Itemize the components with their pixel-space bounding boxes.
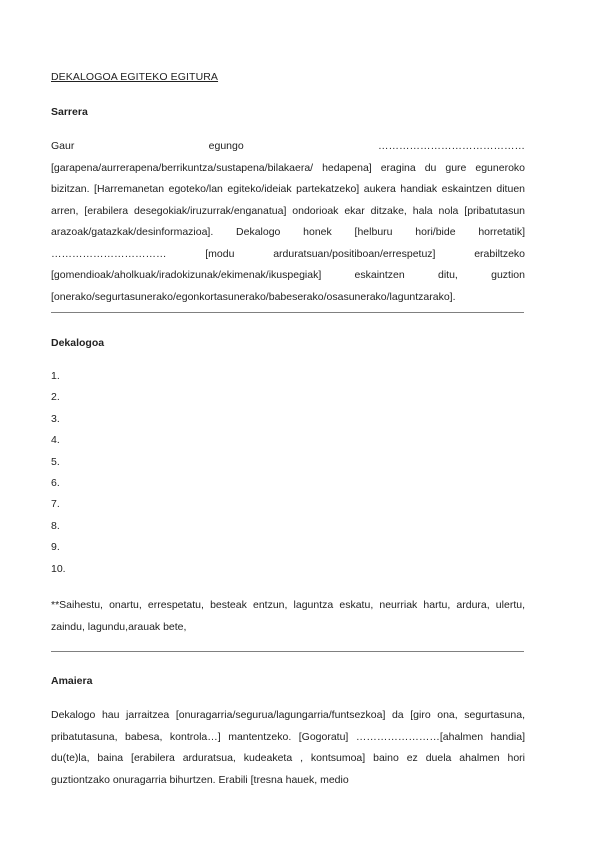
decalogue-note: **Saihestu, onartu, errespetatu, besteak entzun, laguntza eskatu, neurriak hartu, ardura, ulertu, zaindu, lagundu,arauak bete,	[51, 599, 525, 633]
decalogue-item-2: 2.	[51, 391, 60, 404]
decalogue-heading: Dekalogoa	[51, 337, 105, 349]
decalogue-item-10: 10.	[51, 562, 66, 575]
decalogue-item-4: 4.	[51, 434, 60, 447]
intro-paragraph: Gaur egungo …………………………………… [garapena/aurrerapena/berrikuntza/sustapena/bilakaera/ hedapena] eragina du gure eguneroko bizitzan. [Harremanetan egoteko/lan egiteko/ideiak partekatzeko] aukera handiak eskaintzen dituen arren, [erabilera desegokiak/iruzurrak/enganatua] ondorioak ekar ditzake, hala nola [pribatutasun arazoak/gatazkak/desinformazioa]. Dekalogo honek [helburu hori/bide horretatik] …………………………… [modu arduratsuan/positiboan/errespetuz] erabiltzeko [gomendioak/aholkuak/iradokizunak/ekimenak/ikuspegiak] eskaintzen ditu, guztion [onerako/segurtasunerako/egonkortasunerako/babeserako/osasunerako/laguntzarako].	[51, 140, 525, 303]
document-title: DEKALOGOA EGITEKO EGITURA	[51, 71, 219, 83]
decalogue-item-9: 9.	[51, 541, 60, 554]
closing-heading: Amaiera	[51, 675, 93, 687]
decalogue-item-3: 3.	[51, 412, 60, 425]
closing-paragraph: Dekalogo hau jarraitzea [onuragarria/segurua/lagungarria/funtsezkoa] da [giro ona, segurtasuna, pribatutasuna, babesa, kontrola…] mantentzeko. [Gogoratu] ……………………[ahalmen handia] du(te)la, baina [erabilera arduratsua, kudeaketa , kontsumoa] baino ez duela ahalmen hori guztiontzako onuragarria bihurtzen. Erabili [tresna hauek, medio	[51, 709, 525, 786]
intro-heading: Sarrera	[51, 106, 88, 118]
decalogue-item-7: 7.	[51, 498, 60, 511]
section-divider	[51, 651, 524, 652]
section-divider	[51, 312, 524, 313]
decalogue-list	[51, 366, 66, 580]
decalogue-item-6: 6.	[51, 476, 60, 489]
decalogue-item-8: 8.	[51, 519, 60, 532]
decalogue-item-1: 1.	[51, 370, 60, 382]
decalogue-item-5: 5.	[51, 455, 60, 468]
